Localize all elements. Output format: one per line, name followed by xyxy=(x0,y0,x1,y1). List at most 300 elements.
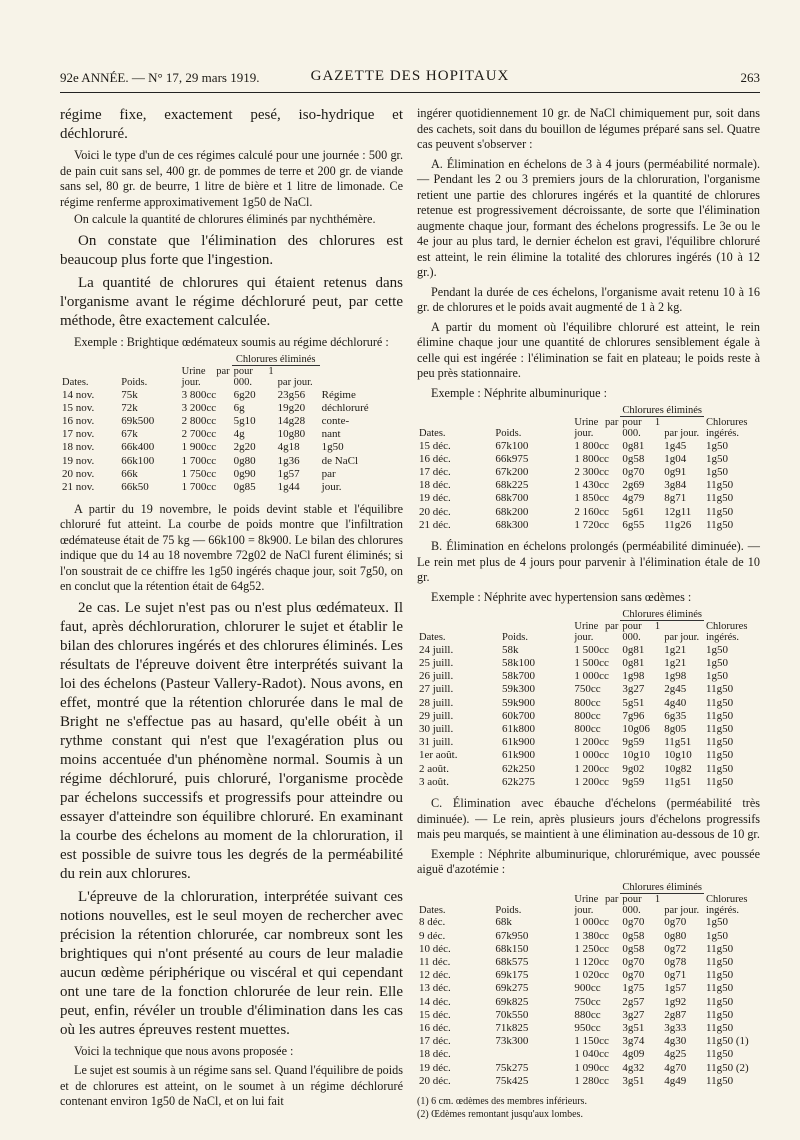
col-header: Dates. xyxy=(419,904,446,916)
table-cell: 11g50 xyxy=(706,982,734,995)
table-cell: 11g50 xyxy=(706,1021,734,1034)
table-cell: 10g10 xyxy=(622,749,650,762)
table-cell: 1 700cc xyxy=(181,454,217,467)
table-cell: 2g20 xyxy=(233,441,256,454)
table-cell: 1 000cc xyxy=(574,749,609,762)
table-cell: 3g74 xyxy=(622,1035,645,1048)
col-header: par jour. xyxy=(664,428,700,439)
table-cell: 16 déc. xyxy=(419,1021,451,1034)
table-cell: 61k900 xyxy=(502,749,536,762)
paragraph: 2e cas. Le sujet n'est pas ou n'est plus œdémateux. Il faut, après déchloruration, chlorurer le sujet et établir le bilan des chlorures ingérés et des chlorures éliminés. Les résultats de l'épreuve doivent être interprétés suivant la loi des échelons (Pasteur Vallery-Radot). Nous avons, en effet, montré que la rétention chlorurée dans le mal de Bright ne s'effectue pas au hasard, qu'elle obéit à un rythme constant qui n'est que l'exagération plus ou moins accentuée d'un phénomène normal. Soumis à un régime déchloruré, puis chloruré, l'organisme procède par échelons successifs et progressifs pour atteindre ou essayer d'atteindre son équilibre chloruré. En examinant la courbe des échelons au moment de la chloruration, il est possible de suivre tous les degrés de la perméabilité du rein aux chlorures. xyxy=(60,599,403,882)
table-cell: 3g27 xyxy=(622,1008,645,1021)
table-cell: 1 020cc xyxy=(574,969,609,982)
table-cell: 72k xyxy=(121,401,138,414)
table-cell: 0g58 xyxy=(622,942,645,955)
table-cell: 9g02 xyxy=(622,762,645,775)
page-header xyxy=(60,68,760,90)
table-row xyxy=(60,414,403,427)
table-body xyxy=(60,388,403,494)
table-cell: 75k425 xyxy=(495,1074,529,1087)
table-cell: 800cc xyxy=(574,723,601,736)
table-body xyxy=(417,439,760,531)
table-row xyxy=(417,1008,760,1021)
col-header: par jour. xyxy=(664,632,700,644)
table-cell: 67k100 xyxy=(495,439,529,452)
table-cell: 0g70 xyxy=(622,956,645,969)
table-cell: 62k250 xyxy=(502,762,536,775)
table-cell: 66k400 xyxy=(121,441,155,454)
col-header: Chlorures ingérés. xyxy=(706,893,748,916)
table-cell: 13 déc. xyxy=(419,982,451,995)
table-cell: 11g50 xyxy=(706,505,734,518)
table-cell: 1g57 xyxy=(664,982,687,995)
table-row xyxy=(60,388,403,401)
table-cell: 750cc xyxy=(574,995,601,1008)
table-cell: 880cc xyxy=(574,1008,601,1021)
table-cell: 19 déc. xyxy=(419,1061,451,1074)
table-row xyxy=(417,657,760,670)
table-row xyxy=(417,670,760,683)
table-row xyxy=(417,505,760,518)
table-cell: 75k xyxy=(121,388,138,401)
table-cell: 25 juill. xyxy=(419,657,454,670)
col-header: Chlorures éliminés xyxy=(622,405,702,416)
table-cell: 0g81 xyxy=(622,643,645,656)
table-row xyxy=(417,696,760,709)
table-bilan-1 xyxy=(60,354,403,494)
table-cell: 14 déc. xyxy=(419,995,451,1008)
col-header: Urine par jour. xyxy=(574,621,619,644)
table-cell: 20 déc. xyxy=(419,505,451,518)
table-cell: 3 200cc xyxy=(181,401,217,414)
table-cell: 950cc xyxy=(574,1021,601,1034)
table-row xyxy=(417,1061,760,1074)
table-cell: 11g50 xyxy=(706,696,734,709)
table-cell: 1 700cc xyxy=(181,480,217,493)
table-cell: 66k50 xyxy=(121,480,149,493)
table-cell: 11g50 xyxy=(706,479,734,492)
table-cell xyxy=(493,1048,572,1061)
table-cell: 1 800cc xyxy=(574,439,609,452)
table-cell: 68k200 xyxy=(495,505,529,518)
table-row xyxy=(417,452,760,465)
table-cell: 66k100 xyxy=(121,454,155,467)
example-label: Exemple : Brightique œdémateux soumis au régime déchloruré : xyxy=(74,334,389,349)
table-cell: 1 800cc xyxy=(574,452,609,465)
table-cell: 1 850cc xyxy=(574,492,609,505)
table-row xyxy=(417,439,760,452)
table-cell: 58k100 xyxy=(502,657,536,670)
table-cell: 11g50 xyxy=(706,762,734,775)
table-cell: 1g98 xyxy=(622,670,645,683)
table-cell: 0g80 xyxy=(233,454,256,467)
table-row xyxy=(417,1021,760,1034)
table-cell: 58k xyxy=(502,643,519,656)
table-cell: de NaCl xyxy=(321,454,359,467)
col-header: Dates. xyxy=(62,377,89,388)
table-cell: 15 déc. xyxy=(419,439,451,452)
table-cell: 9g59 xyxy=(622,736,645,749)
table-cell: 0g70 xyxy=(622,916,645,929)
table-cell: 0g70 xyxy=(664,916,687,929)
table-cell: 30 juill. xyxy=(419,723,454,736)
table-cell: 11g50 xyxy=(706,1008,734,1021)
table-row xyxy=(417,1074,760,1087)
table-cell: 4g09 xyxy=(622,1048,645,1061)
table-cell: 1g50 xyxy=(706,916,728,929)
table-body xyxy=(417,643,760,788)
table-cell: 1 900cc xyxy=(181,441,217,454)
table-cell: 12 déc. xyxy=(419,969,451,982)
table-cell: 2g45 xyxy=(664,683,687,696)
table-cell: 68k xyxy=(495,916,512,929)
table-cell: 2g87 xyxy=(664,1008,687,1021)
table-cell: 11g50 xyxy=(706,723,734,736)
table-cell: 16 déc. xyxy=(419,452,451,465)
table-cell: 26 juill. xyxy=(419,670,454,683)
table-cell: 0g91 xyxy=(664,465,687,478)
table-cell: 4g25 xyxy=(664,1048,687,1061)
example-label: Exemple : Néphrite avec hypertension sans œdèmes : xyxy=(431,589,692,604)
table-cell: 1g50 xyxy=(706,439,728,452)
col-header: Dates. xyxy=(419,632,446,644)
table-cell: 11g50 xyxy=(706,956,734,969)
table-cell: 11g50 (2) xyxy=(706,1061,749,1074)
table-row xyxy=(417,969,760,982)
table-cell: 23g56 xyxy=(277,388,306,401)
table-cell: 69k275 xyxy=(495,982,529,995)
table-cell: 3g51 xyxy=(622,1074,645,1087)
table-cell: 0g81 xyxy=(622,657,645,670)
table-cell: 11g50 xyxy=(706,969,734,982)
table-row xyxy=(417,955,760,968)
paragraph: B. Élimination en échelons prolongés (perméabilité diminuée). — Le rein met plus de 4 jours pour parvenir à l'élimination étale de 10 gr. xyxy=(417,539,760,585)
col-header: Chlorures éliminés xyxy=(622,881,702,893)
table-cell: 14g28 xyxy=(277,414,306,427)
table-row xyxy=(417,465,760,478)
table-cell: 19g20 xyxy=(277,401,306,414)
table-cell: 4g30 xyxy=(664,1035,687,1048)
table-cell: 0g78 xyxy=(664,956,687,969)
table-cell: 28 juill. xyxy=(419,696,454,709)
col-header: par jour. xyxy=(277,377,313,388)
table-cell: 0g90 xyxy=(233,467,256,480)
table-cell: 1 720cc xyxy=(574,518,609,531)
table-cell: 16 nov. xyxy=(62,414,95,427)
table-cell: 1g50 xyxy=(706,929,728,942)
table-cell: 75k275 xyxy=(495,1061,529,1074)
table-cell: 18 déc. xyxy=(419,1048,451,1061)
table-cell: 1g21 xyxy=(664,657,687,670)
col-header: Chlorures éliminés xyxy=(622,609,702,621)
table-cell: 0g58 xyxy=(622,929,645,942)
table-cell: 8 déc. xyxy=(419,916,446,929)
table-cell: 6g20 xyxy=(233,388,256,401)
table-cell: 2g69 xyxy=(622,479,645,492)
paragraph: C. Élimination avec ébauche d'échelons (perméabilité très diminuée). — Le rein, après plusieurs jours d'échelons progressifs mais peu marqués, se maintient à une élimination au-dessous de 10 gr. xyxy=(417,796,760,842)
table-cell: 11g50 (1) xyxy=(706,1035,749,1048)
table-cell: 4g70 xyxy=(664,1061,687,1074)
table-cell: 1 280cc xyxy=(574,1074,609,1087)
table-cell: 61k900 xyxy=(502,736,536,749)
table-cell: 1g50 xyxy=(706,452,728,465)
footnote: (1) 6 cm. œdèmes des membres inférieurs. xyxy=(417,1096,587,1108)
col-header: Chlorures ingérés. xyxy=(706,621,748,644)
table-cell: 59k300 xyxy=(502,683,536,696)
table-cell: 1 500cc xyxy=(574,657,609,670)
table-row xyxy=(417,1035,760,1048)
table-cell: 8g05 xyxy=(664,723,687,736)
table-cell: 1 200cc xyxy=(574,775,609,788)
table-cell: 11g26 xyxy=(664,518,692,531)
table-cell: 60k700 xyxy=(502,709,536,722)
table-cell: 18 nov. xyxy=(62,441,95,454)
paragraph: On constate que l'élimination des chlorures est beaucoup plus forte que l'ingestion. xyxy=(60,232,403,268)
table-cell: 17 déc. xyxy=(419,1035,451,1048)
table-cell: 900cc xyxy=(574,982,601,995)
table-cell: 11g50 xyxy=(706,709,734,722)
table-cell: 1 430cc xyxy=(574,479,609,492)
col-header: pour 1 000. xyxy=(622,417,661,439)
table-cell: 800cc xyxy=(574,696,601,709)
table-cell: 7g96 xyxy=(622,709,645,722)
table-cell: par xyxy=(321,467,336,480)
table-cell: 12g11 xyxy=(664,505,692,518)
table-row xyxy=(417,749,760,762)
table-cell: 69k500 xyxy=(121,414,155,427)
table-cell: 1g21 xyxy=(664,643,687,656)
table-cell: 750cc xyxy=(574,683,601,696)
table-cell: 67k xyxy=(121,428,138,441)
table-cell: 15 nov. xyxy=(62,401,95,414)
table-cell: 3g27 xyxy=(622,683,645,696)
table-row xyxy=(417,709,760,722)
table-cell: 68k225 xyxy=(495,479,529,492)
table-cell: 18 déc. xyxy=(419,479,451,492)
table-cell: 1 000cc xyxy=(574,916,609,929)
table-cell: 15 déc. xyxy=(419,1008,451,1021)
table-cell: 11g50 xyxy=(706,518,734,531)
table-row xyxy=(417,736,760,749)
table-cell: 1g75 xyxy=(622,982,645,995)
table-row xyxy=(417,1048,760,1061)
table-cell: 4g79 xyxy=(622,492,645,505)
table-cell: 1g50 xyxy=(706,465,728,478)
table-cell: 800cc xyxy=(574,709,601,722)
paragraph: A. Élimination en échelons de 3 à 4 jours (perméabilité normale). — Pendant les 2 ou 3 premiers jours de la chloruration, l'organisme retient une partie des chlorures ingérés et la quantité de chlorures retenue est progressivement décroissante, de sorte que l'élimination augmente chaque jour, formant des échelons progressifs. Le 3e ou le 4e jour au plus tard, le dernier échelon est gravi, l'équilibre chloruré est atteint, le rein élimine la totalité des chlorures ingérés (10 à 12 gr.). xyxy=(417,156,760,279)
table-cell: 11g50 xyxy=(706,492,734,505)
table-cell: 4g xyxy=(233,428,245,441)
table-cell: 6g55 xyxy=(622,518,645,531)
table-cell: 1 150cc xyxy=(574,1035,609,1048)
table-cell: 1g44 xyxy=(277,480,300,493)
table-cell: 68k575 xyxy=(495,956,529,969)
table-row xyxy=(60,401,403,414)
table-cell: 2 160cc xyxy=(574,505,609,518)
table-cell: 11g50 xyxy=(706,1074,734,1087)
table-cell: 70k550 xyxy=(495,1008,529,1021)
journal-title: GAZETTE DES HOPITAUX xyxy=(310,68,510,84)
table-cell: 21 déc. xyxy=(419,518,451,531)
table-row xyxy=(60,441,403,454)
table-cell: 11g50 xyxy=(706,775,734,788)
table-cell: 6g xyxy=(233,401,245,414)
table-cell: 4g32 xyxy=(622,1061,645,1074)
table-cell: 10g80 xyxy=(277,428,306,441)
table-row xyxy=(417,916,760,929)
table-cell: 20 déc. xyxy=(419,1074,451,1087)
table-cell: conte- xyxy=(321,414,350,427)
table-cell: 0g72 xyxy=(664,942,687,955)
table-cell: 67k200 xyxy=(495,465,529,478)
table-cell: 1g50 xyxy=(706,657,728,670)
table-cell: 1g04 xyxy=(664,452,687,465)
table-cell: 4g18 xyxy=(277,441,300,454)
paragraph: Pendant la durée de ces échelons, l'organisme avait retenu 10 à 16 gr. de chlorures et le poids avait augmenté de 1 à 2 kg. xyxy=(417,284,760,314)
table-bilan-4 xyxy=(417,882,760,1087)
col-header: Poids. xyxy=(121,377,148,388)
table-cell: 5g51 xyxy=(622,696,645,709)
table-cell: 11g51 xyxy=(664,736,692,749)
table-cell: 1g98 xyxy=(664,670,687,683)
table-cell: 5g10 xyxy=(233,414,256,427)
table-cell: 0g80 xyxy=(664,929,687,942)
table-cell: 3 800cc xyxy=(181,388,217,401)
table-cell: 11g50 xyxy=(706,736,734,749)
table-cell: 1er août. xyxy=(419,749,458,762)
table-row xyxy=(417,982,760,995)
table-cell: 4g40 xyxy=(664,696,687,709)
table-cell: 1 200cc xyxy=(574,762,609,775)
table-cell: 10g10 xyxy=(664,749,692,762)
table-cell: 11g50 xyxy=(706,749,734,762)
table-cell: 0g70 xyxy=(622,969,645,982)
table-cell: 68k300 xyxy=(495,518,529,531)
table-row xyxy=(417,942,760,955)
table-cell: 1 000cc xyxy=(574,670,609,683)
table-row xyxy=(417,775,760,788)
table-cell: 69k825 xyxy=(495,995,529,1008)
table-cell: 9 déc. xyxy=(419,929,446,942)
right-column xyxy=(417,106,760,1121)
table-cell: 68k700 xyxy=(495,492,529,505)
table-cell: 1g50 xyxy=(706,643,728,656)
table-cell: 24 juill. xyxy=(419,643,454,656)
table-cell: 1g45 xyxy=(664,439,687,452)
table-cell: 8g71 xyxy=(664,492,687,505)
table-cell: 29 juill. xyxy=(419,709,454,722)
table-cell: 1g50 xyxy=(321,441,344,454)
col-header: Poids. xyxy=(495,904,522,916)
table-row xyxy=(60,428,403,441)
paragraph: On calcule la quantité de chlorures éliminés par nychthémère. xyxy=(74,212,376,226)
col-header: Poids. xyxy=(495,428,522,439)
table-cell: 2 800cc xyxy=(181,414,217,427)
col-header: pour 1 000. xyxy=(622,893,661,916)
table-row xyxy=(417,722,760,735)
table-cell: 59k900 xyxy=(502,696,536,709)
table-cell: 69k175 xyxy=(495,969,529,982)
table-row xyxy=(60,467,403,480)
col-header: Dates. xyxy=(419,428,446,439)
table-cell: 66k975 xyxy=(495,452,529,465)
page-number: 263 xyxy=(740,70,760,85)
table-row xyxy=(417,995,760,1008)
table-cell: 73k300 xyxy=(495,1035,529,1048)
table-cell: 61k800 xyxy=(502,723,536,736)
table-cell: 68k150 xyxy=(495,942,529,955)
table-row xyxy=(417,683,760,696)
table-cell: 2g57 xyxy=(622,995,645,1008)
table-cell: 14 nov. xyxy=(62,388,95,401)
table-cell: 0g70 xyxy=(622,465,645,478)
table-cell: 62k275 xyxy=(502,775,536,788)
table-body xyxy=(417,916,760,1087)
table-cell: 67k950 xyxy=(495,929,529,942)
table-cell: 1 500cc xyxy=(574,643,609,656)
table-cell: 1 750cc xyxy=(181,467,217,480)
table-cell: 0g71 xyxy=(664,969,687,982)
paragraph: Voici le type d'un de ces régimes calculé pour une journée : 500 gr. de pain cuit sans sel, 400 gr. de pommes de terre et 200 gr. de viande sans sel, 80 gr. de beurre, 1 litre de bière et 1 litre de limonade. Ce régime renferme approximativement 1g50 de NaCl. xyxy=(60,148,403,209)
table-cell: jour. xyxy=(321,480,342,493)
table-cell: 1g50 xyxy=(706,670,728,683)
table-cell: 10g82 xyxy=(664,762,692,775)
table-cell: 3g51 xyxy=(622,1021,645,1034)
table-cell: 0g58 xyxy=(622,452,645,465)
col-header: Urine par jour. xyxy=(181,366,230,388)
table-cell: 11g51 xyxy=(664,775,692,788)
col-header: par jour. xyxy=(664,904,700,916)
table-cell: 1g36 xyxy=(277,454,300,467)
table-cell: 1g57 xyxy=(277,467,300,480)
table-cell: 17 déc. xyxy=(419,465,451,478)
paragraph: régime fixe, exactement pesé, iso-hydrique et déchloruré. xyxy=(60,107,403,142)
table-cell: 10 déc. xyxy=(419,942,451,955)
table-cell: 3g33 xyxy=(664,1021,687,1034)
table-row xyxy=(60,480,403,493)
table-cell: nant xyxy=(321,428,341,441)
table-cell: 58k700 xyxy=(502,670,536,683)
table-row xyxy=(417,518,760,531)
table-cell: 1 200cc xyxy=(574,736,609,749)
col-header: Urine par jour. xyxy=(574,417,619,439)
table-cell: 21 nov. xyxy=(62,480,95,493)
table-cell: 1 250cc xyxy=(574,942,609,955)
table-cell: 2 août. xyxy=(419,762,449,775)
table-row xyxy=(417,762,760,775)
table-cell: 71k825 xyxy=(495,1021,529,1034)
col-header: pour 1 000. xyxy=(622,621,661,644)
col-header: Chlorures éliminés xyxy=(232,354,320,366)
table-cell: 1g92 xyxy=(664,995,687,1008)
table-bilan-3 xyxy=(417,609,760,788)
table-cell: 11g50 xyxy=(706,683,734,696)
example-label: Exemple : Néphrite albuminurique : xyxy=(431,385,607,400)
paragraph: Le sujet est soumis à un régime sans sel. Quand l'équilibre de poids et de chlorures est atteint, on le soumet à un régime déchloruré contenant environ 1g50 de NaCl, et on lui fait xyxy=(60,1063,403,1108)
col-header: pour 1 000. xyxy=(233,366,274,388)
paragraph: A partir du 19 novembre, le poids devint stable et l'équilibre chloruré fut atteint. La courbe de poids montre que l'infiltration œdémateuse était de 75 kg — 66k100 = 8k900. Le bilan des chlorures indique que du 14 au 18 novembre 72g02 de NaCl furent éliminés; si l'on soustrait de ce chiffre les 1g50 ingérés chaque jour, soit 7g50, on en conclut que la rétention était de 64g52. xyxy=(60,501,403,593)
table-cell: 11g50 xyxy=(706,995,734,1008)
table-cell: 1 040cc xyxy=(574,1048,609,1061)
table-cell: 3g84 xyxy=(664,479,687,492)
table-cell: 17 nov. xyxy=(62,428,95,441)
table-cell: 3 août. xyxy=(419,775,449,788)
table-cell: 11 déc. xyxy=(419,956,451,969)
paragraph: L'épreuve de la chloruration, interprétée suivant ces notions nouvelles, est le seul moyen de rechercher avec précision la rétention chlorurée, car nombreux sont les brightiques qui n'ont présenté au cours de leur maladie aucun œdème périphérique ou viscéral et qui cependant ont une tare de la fonction chlorurée de leur rein. Elle peut, enfin, révéler un trouble d'élimination dans les cas où les autres épreuves restent muettes. xyxy=(60,888,403,1038)
table-cell: 4g49 xyxy=(664,1074,687,1087)
table-cell: 11g50 xyxy=(706,1048,734,1061)
table-cell: 20 nov. xyxy=(62,467,95,480)
